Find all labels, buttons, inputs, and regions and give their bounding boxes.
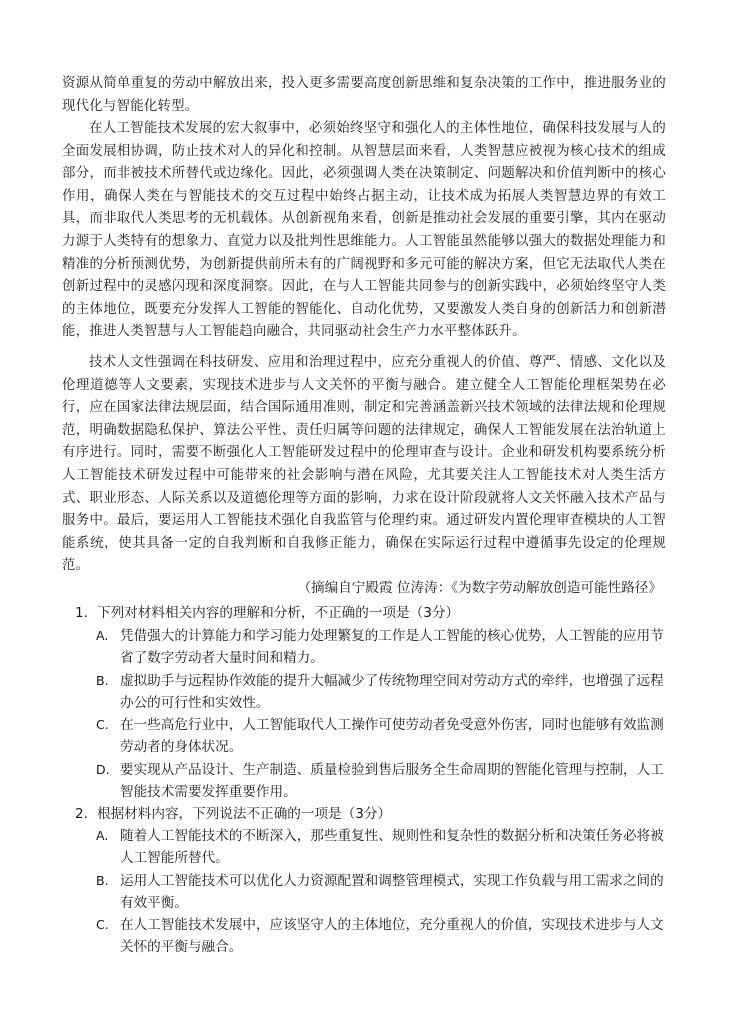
question-1 <box>75 602 673 624</box>
question-1-option-c[interactable] <box>96 714 674 758</box>
passage-paragraph-2: 在人工智能技术发展的宏大叙事中，必须始终坚守和强化人的主体性地位，确保科技发展与人的全面发展相协调，防止技术对人的异化和控制。从智慧层面来看，人类智慧应被视为核心技术的组成部分，而非被技术所替代或边缘化。因此，必须强调人类在决策制定、问题解决和价值判断中的核心作用，确保人类在与智能技术的交互过程中始终占据主动，让技术成为拓展人类智慧边界的有效工具，而非取代人类思考的无机载体。从创新视角来看，创新是推动社会发展的重要引擎，其内在驱动力源于人类特有的想象力、直觉力以及批判性思维能力。人工智能虽然能够以强大的数据处理能力和精准的分析预测优势，为创新提供前所未有的广阔视野和多元可能的解决方案，但它无法取代人类在创新过程中的灵感闪现和深度洞察。因此，在与人工智能共同参与的创新实践中，必须始终坚守人类的主体地位，既要充分发挥人工智能的智能化、自动化优势，又要激发人类自身的创新活力和创新潜能，推进人类智慧与人工智能趋向融合，共同驱动社会生产力水平整体跃升。 <box>62 121 666 340</box>
option-letter: B. <box>96 673 109 688</box>
option-text: 随着人工智能技术的不断深入，那些重复性、规则性和复杂性的数据分析和决策任务必将被人工智能所替代。 <box>120 828 664 866</box>
option-text: 运用人工智能技术可以优化人力资源配置和调整管理模式，实现工作负载与用工需求之间的有效平衡。 <box>120 873 664 911</box>
question-2-option-b[interactable] <box>96 870 674 914</box>
question-stem: 下列对材料相关内容的理解和分析，不正确的一项是（3分） <box>97 605 460 621</box>
passage-source: （摘编自宁殿霞 位涛涛：《为数字劳动解放创造可能性路径》 <box>297 580 662 596</box>
option-text: 在一些高危行业中，人工智能取代人工操作可使劳动者免受意外伤害，同时也能够有效监测劳动者的身体状况。 <box>120 717 664 755</box>
option-letter: C. <box>96 717 109 732</box>
question-2-option-c[interactable] <box>96 914 674 958</box>
question-number: 2. <box>75 806 88 822</box>
option-text: 虚拟助手与远程协作效能的提升大幅减少了传统物理空间对劳动方式的牵绊，也增强了远程办公的可行性和实效性。 <box>120 673 664 711</box>
option-letter: D. <box>96 762 110 777</box>
option-letter: A. <box>96 628 109 643</box>
question-1-option-a[interactable] <box>96 625 674 669</box>
option-letter: A. <box>96 828 109 843</box>
question-2 <box>75 803 673 825</box>
question-1-option-b[interactable] <box>96 670 674 714</box>
option-letter: B. <box>96 873 109 888</box>
option-text: 凭借强大的计算能力和学习能力处理繁复的工作是人工智能的核心优势，人工智能的应用节省了数字劳动者大量时间和精力。 <box>120 628 664 666</box>
question-stem: 根据材料内容，下列说法不正确的一项是（3分） <box>97 806 392 822</box>
option-text: 要实现从产品设计、生产制造、质量检验到售后服务全生命周期的智能化管理与控制，人工智能技术需要发挥重要作用。 <box>120 762 664 800</box>
option-text: 在人工智能技术发展中，应该坚守人的主体地位，充分重视人的价值，实现技术进步与人文关怀的平衡与融合。 <box>120 917 664 955</box>
question-1-option-d[interactable] <box>96 759 674 803</box>
passage-paragraph-1: 资源从简单重复的劳动中解放出来，投入更多需要高度创新思维和复杂决策的工作中，推进服务业的现代化与智能化转型。 <box>62 76 666 114</box>
option-letter: C. <box>96 917 109 932</box>
question-number: 1. <box>75 605 88 621</box>
passage-paragraph-3: 技术人文性强调在科技研发、应用和治理过程中，应充分重视人的价值、尊严、情感、文化以及伦理道德等人文要素，实现技术进步与人文关怀的平衡与融合。建立健全人工智能伦理框架势在必行，应在国家法律法规层面，结合国际通用准则，制定和完善涵盖新兴技术领域的法律法规和伦理规范，明确数据隐私保护、算法公平性、责任归属等问题的法律规定，确保人工智能发展在法治轨道上有序进行。同时，需要不断强化人工智能研发过程中的伦理审查与设计。企业和研发机构要系统分析人工智能技术研发过程中可能带来的社会影响与潜在风险，尤其要关注人工智能技术对人类生活方式、职业形态、人际关系以及道德伦理等方面的影响，力求在设计阶段就将人文关怀融入技术产品与服务中。最后，要运用人工智能技术强化自我监管与伦理约束。通过研发内置伦理审查模块的人工智能系统，使其具备一定的自我判断和自我修正能力，确保在实际运行过程中遵循事先设定的伦理规范。 <box>62 355 666 574</box>
question-2-option-a[interactable] <box>96 825 674 869</box>
